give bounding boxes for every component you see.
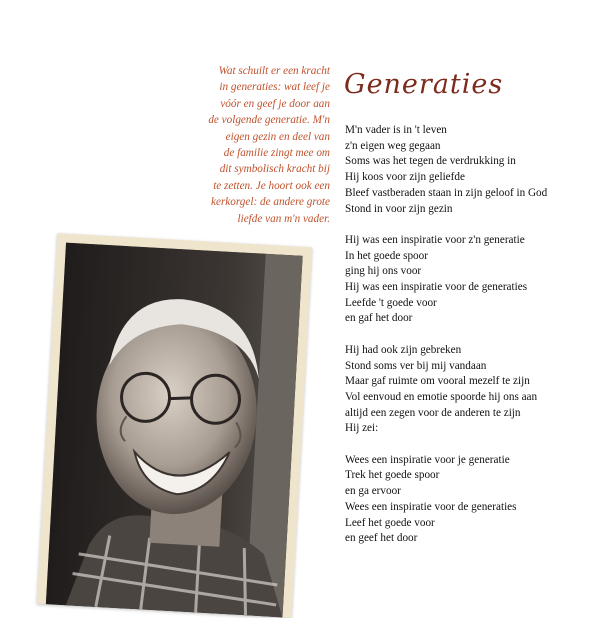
intro-line: in generaties: wat leef je [219,81,330,94]
intro-line: Wat schuilt er een kracht [218,65,330,77]
portrait-illustration [46,243,303,618]
intro-line: liefde van m'n vader. [237,212,330,225]
poem-line: en ga ervoor [345,485,401,498]
poem-title: Generaties [344,69,504,100]
poem-line: Hij had ook zijn gebreken [345,343,462,356]
poem-line: en geef het door [345,532,418,545]
poem-line: en gaf het door [345,312,413,325]
intro-paragraph [180,63,330,227]
poem-line: Hij was een inspiratie voor de generaties [345,281,528,294]
portrait-photo [46,243,303,618]
poem-line: Wees een inspiratie voor de generaties [345,500,517,513]
intro-line: kerkorgel: de andere grote [211,196,330,209]
poem-line: Leefde 't goede voor [345,296,437,309]
poem-line: Bleef vastberaden staan in zijn geloof in God [345,186,548,199]
intro-line: vóór en geef je door aan [220,97,330,110]
poem-line: altijd een zegen voor de anderen te zijn [345,406,521,419]
intro-line: de familie zingt mee om [223,147,330,160]
poem-line: ging hij ons voor [345,265,422,278]
stanza-2 [345,233,610,327]
poem-line: Leef het goede voor [345,516,435,529]
poem-line: z'n eigen weg gegaan [345,139,441,152]
poem-line: Wees een inspiratie voor je generatie [345,453,510,466]
stanza-1 [345,123,610,217]
intro-line: dit symbolisch kracht bij [219,163,330,176]
poem-line: Hij zei: [345,422,379,435]
poem-line: Stond soms ver bij mij vandaan [345,359,487,372]
poem-line: Vol eenvoud en emotie spoorde hij ons aan [345,390,538,403]
stanza-3 [345,343,610,437]
poem-line: Stond in voor zijn gezin [345,202,453,215]
poem-line: M'n vader is in 't leven [345,124,447,136]
photo-frame [37,233,312,618]
poem-line: Soms was het tegen de verdrukking in [345,155,516,168]
intro-line: eigen gezin en deel van [225,130,330,143]
intro-line: de volgende generatie. M'n [208,114,330,127]
poem-line: Hij koos voor zijn geliefde [345,171,465,184]
stanza-4 [345,453,610,547]
intro-line: te zetten. Je hoort ook een [213,179,330,192]
poem-line: In het goede spoor [345,249,428,262]
poem-line: Hij was een inspiratie voor z'n generatie [345,233,525,246]
poem-line: Maar gaf ruimte om vooral mezelf te zijn [345,375,530,388]
poem-line: Trek het goede spoor [345,469,440,482]
poem-body [345,123,610,563]
